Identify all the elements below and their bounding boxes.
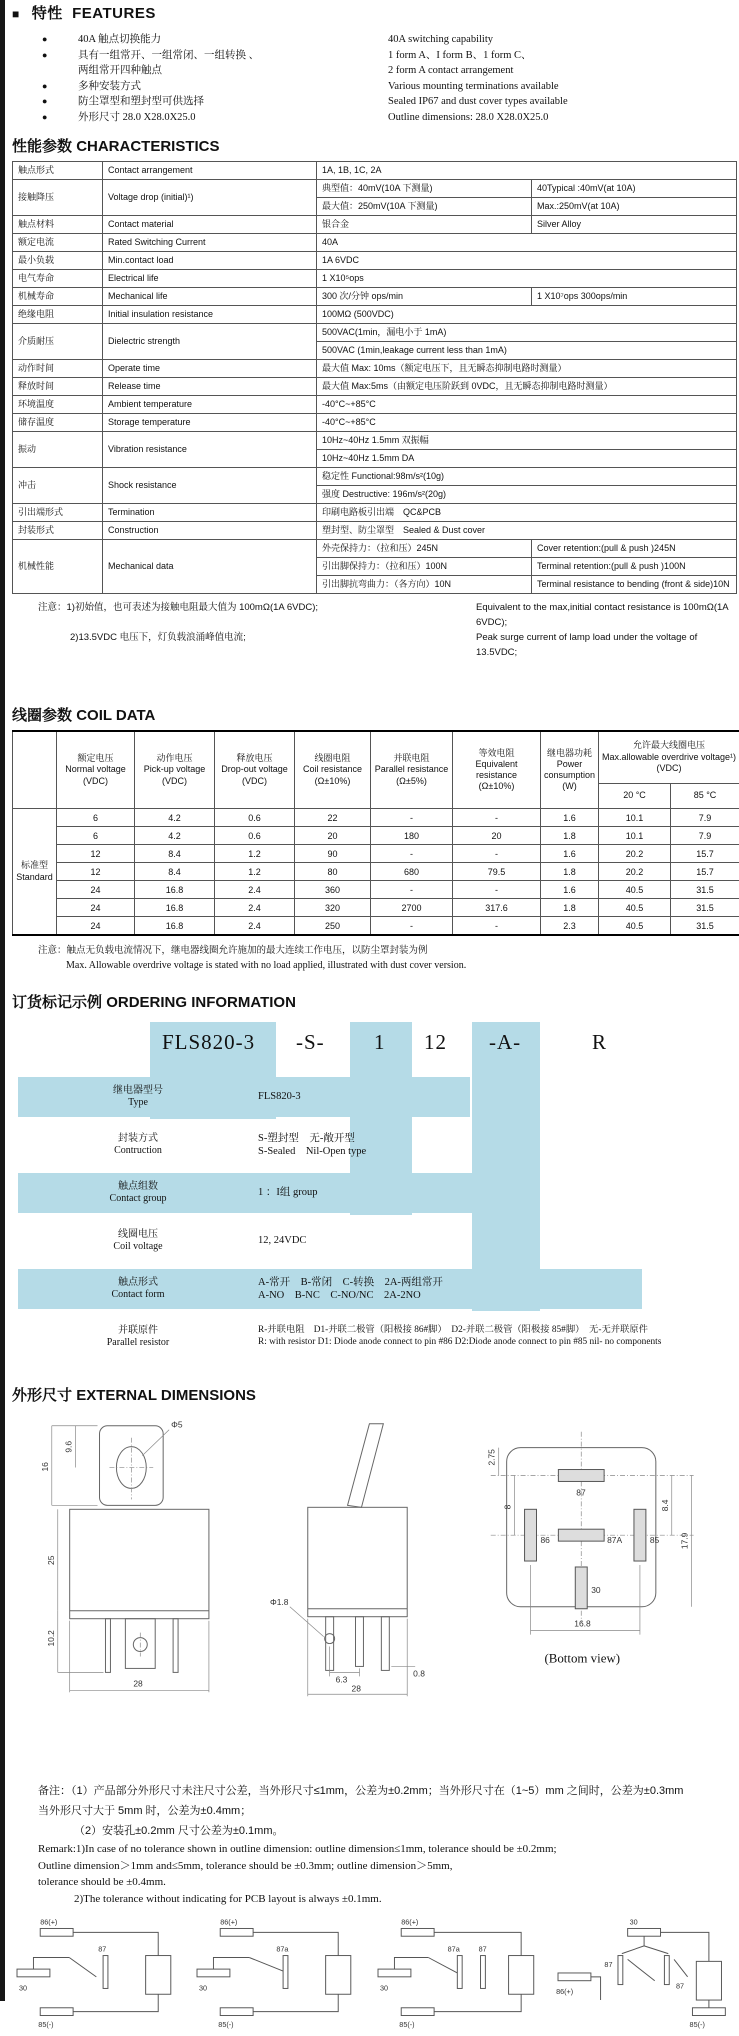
schematic-label: 86(+) xyxy=(40,1918,57,1927)
coil-value: 90 xyxy=(295,845,371,863)
remark-line: tolerance should be ±0.4mm. xyxy=(38,1874,733,1891)
coil-value: 20 xyxy=(295,827,371,845)
coil-value: 4.2 xyxy=(135,827,215,845)
coil-value: 6 xyxy=(57,827,135,845)
schematic-label: 85(-) xyxy=(399,2020,414,2029)
pin-label-87a: 87A xyxy=(607,1535,622,1545)
coil-header: 等效电阻 Equivalent resistance (Ω±10%) xyxy=(453,731,541,809)
dim-label-pin-thickness: 0.8 xyxy=(413,1668,425,1678)
features-heading-en: FEATURES xyxy=(72,5,156,22)
dim-label-offset: 2.75 xyxy=(486,1449,496,1466)
char-label-en: Voltage drop (initial)¹) xyxy=(103,180,317,216)
char-value: 强度 Destructive: 196m/s²(20g) xyxy=(317,486,737,504)
char-row xyxy=(13,162,737,180)
char-row xyxy=(13,432,737,450)
coil-value: 2700 xyxy=(371,899,453,917)
char-value: 1A, 1B, 1C, 2A xyxy=(317,162,737,180)
char-label-en: Termination xyxy=(103,504,317,522)
dim-label-tab-height: 16 xyxy=(40,1462,50,1472)
coil-value: 20.2 xyxy=(599,845,671,863)
coil-value: 0.6 xyxy=(215,809,295,827)
char-row xyxy=(13,396,737,414)
char-row xyxy=(13,180,737,198)
char-label-en: Mechanical data xyxy=(103,540,317,594)
char-label-zh: 接触降压 xyxy=(13,180,103,216)
char-label-en: Initial insulation resistance xyxy=(103,306,317,324)
feature-item: ● 40A 触点切换能力 40A switching capability xyxy=(42,32,733,48)
ordering-row-label: 触点组数 Contact group xyxy=(18,1181,258,1205)
char-value: 1A 6VDC xyxy=(317,252,737,270)
page-left-edge xyxy=(0,0,5,2001)
schematic-label: 85(-) xyxy=(689,2020,704,2029)
schematic-label: 87 xyxy=(676,1981,684,1990)
char-label-zh: 释放时间 xyxy=(13,378,103,396)
coil-row xyxy=(13,809,739,827)
remark-line: Outline dimension＞1mm and≤5mm, tolerance should be ±0.3mm; outline dimension＞5mm, xyxy=(38,1858,733,1875)
coil-row xyxy=(13,917,739,936)
coil-heading: 线圈参数 COIL DATA xyxy=(12,704,733,725)
dim-label-pin-length: 10.2 xyxy=(46,1630,56,1647)
coil-value: 680 xyxy=(371,863,453,881)
char-label-zh: 振动 xyxy=(13,432,103,468)
schematic-label: 87 xyxy=(478,1945,486,1954)
features-list xyxy=(42,32,733,125)
char-value: 40Typical :40mV(at 10A) xyxy=(532,180,737,198)
coil-value: 2.4 xyxy=(215,917,295,936)
coil-row xyxy=(13,845,739,863)
ordering-row-value: R-并联电阻 D1-并联二极管（阳极接 86#脚） D2-并联二极管（阳极接 85#脚） 无-无并联原件 R: with resistor D1: Diode anode connect to pin #86 D2:Diode anode connect to pin #85 nil- no components xyxy=(258,1325,733,1348)
coil-value: - xyxy=(453,917,541,936)
char-value: 银合金 xyxy=(317,216,532,234)
ordering-code-segment: FLS820-3 xyxy=(162,1030,255,1055)
bullet-icon: ● xyxy=(42,110,78,126)
coil-value: 15.7 xyxy=(671,863,739,881)
dimension-drawings xyxy=(12,1415,733,1717)
char-value: 典型值：40mV(10A 下测量) xyxy=(317,180,532,198)
char-label-zh: 绝缘电阻 xyxy=(13,306,103,324)
char-label-en: Electrical life xyxy=(103,270,317,288)
coil-value: 1.8 xyxy=(541,863,599,881)
bullet-icon: ● xyxy=(42,79,78,95)
char-value: 外壳保持力：（拉和压）245N xyxy=(317,540,532,558)
dim-label-hole: Φ5 xyxy=(171,1420,183,1430)
ordering-row-label: 触点形式 Contact form xyxy=(18,1277,258,1301)
coil-value: 31.5 xyxy=(671,881,739,899)
dim-label-body-height: 25 xyxy=(46,1555,56,1565)
ordering-row-value: 1 ：I组 group xyxy=(258,1186,486,1199)
char-label-zh: 最小负载 xyxy=(13,252,103,270)
char-row xyxy=(13,324,737,342)
coil-value: 8.4 xyxy=(135,845,215,863)
char-value: 塑封型、防尘罩型 Sealed & Dust cover xyxy=(317,522,737,540)
coil-value: 12 xyxy=(57,845,135,863)
char-row xyxy=(13,216,737,234)
coil-header: 额定电压 Normal voltage (VDC) xyxy=(57,731,135,809)
char-row xyxy=(13,360,737,378)
char-row xyxy=(13,306,737,324)
note-line: 2)13.5VDC 电压下，灯负载浪涌峰值电流; Peak surge current of lamp load under the voltage of 13.5VDC; xyxy=(38,630,733,660)
coil-row xyxy=(13,827,739,845)
char-value: 1 X10⁵ops xyxy=(317,270,737,288)
bullet-icon: ● xyxy=(42,32,78,48)
char-value: 500VAC (1min,leakage current less than 1mA) xyxy=(317,342,737,360)
coil-row xyxy=(13,881,739,899)
feature-item: ● 外形尺寸 28.0 X28.0X25.0 Outline dimensions: 28.0 X28.0X25.0 xyxy=(42,110,733,126)
coil-value: 360 xyxy=(295,881,371,899)
char-value: 最大值 Max:5ms（由额定电压阶跃到 0VDC，且无瞬态抑制电路时测量） xyxy=(317,378,737,396)
coil-overdrive-header: 允许最大线圈电压 Max.allowable overdrive voltage¹) (VDC) xyxy=(599,731,739,783)
coil-value: 1.2 xyxy=(215,863,295,881)
coil-value: 2.4 xyxy=(215,881,295,899)
coil-value: 1.6 xyxy=(541,845,599,863)
schematic-1-form-a xyxy=(12,1913,192,2036)
char-label-zh: 机械性能 xyxy=(13,540,103,594)
coil-value: 1.6 xyxy=(541,809,599,827)
coil-value: 10.1 xyxy=(599,827,671,845)
coil-note: 注意：触点无负载电流情况下，继电器线圈允许施加的最大连续工作电压，以防尘罩封装为例 Max. Allowable overdrive voltage is stated with no load applied, illustrated with dust cover version. xyxy=(38,943,733,973)
characteristics-table xyxy=(12,161,737,594)
schematic-label: 87 xyxy=(98,1945,106,1954)
char-value: 10Hz~40Hz 1.5mm DA xyxy=(317,450,737,468)
coil-group-label: 标准型 Standard xyxy=(13,809,57,936)
coil-value: - xyxy=(371,809,453,827)
schematic-1-form-c xyxy=(373,1913,553,2036)
coil-header-85c: 85 °C xyxy=(671,783,739,808)
coil-value: 250 xyxy=(295,917,371,936)
ordering-row xyxy=(18,1269,642,1309)
remark-line: 备注：（1）产品部分外形尺寸未注尺寸公差，当外形尺寸≤1mm，公差为±0.2mm；当外形尺寸在（1~5）mm 之间时，公差为±0.3mm xyxy=(38,1781,733,1801)
char-row xyxy=(13,234,737,252)
coil-value: 1.6 xyxy=(541,881,599,899)
char-value: 引出脚保持力：（拉和压）100N xyxy=(317,558,532,576)
dim-label-8: 8 xyxy=(502,1504,512,1509)
pin-label-30: 30 xyxy=(591,1585,601,1595)
char-label-en: Dielectric strength xyxy=(103,324,317,360)
char-value: 1 X10⁷ops 300ops/min xyxy=(532,288,737,306)
coil-value: 24 xyxy=(57,917,135,936)
coil-value: 79.5 xyxy=(453,863,541,881)
char-label-en: Storage temperature xyxy=(103,414,317,432)
char-label-zh: 引出端形式 xyxy=(13,504,103,522)
characteristics-notes xyxy=(38,600,733,660)
char-value: 500VAC(1min，漏电小于 1mA) xyxy=(317,324,737,342)
ordering-code-segment: 12 xyxy=(424,1030,447,1055)
char-value: 最大值：250mV(10A 下测量) xyxy=(317,198,532,216)
coil-value: 317.6 xyxy=(453,899,541,917)
coil-value: 16.8 xyxy=(135,917,215,936)
coil-value: - xyxy=(453,845,541,863)
side-view-drawing xyxy=(266,1415,445,1715)
char-label-zh: 触点材料 xyxy=(13,216,103,234)
features-heading-zh: 特性 xyxy=(32,5,63,22)
bullet-icon: ● xyxy=(42,94,78,110)
square-bullet-icon: ■ xyxy=(12,7,20,21)
coil-value: 20 xyxy=(453,827,541,845)
coil-table xyxy=(12,730,739,936)
coil-value: 80 xyxy=(295,863,371,881)
ordering-row xyxy=(18,1173,486,1213)
schematic-label: 85(-) xyxy=(219,2020,234,2029)
char-label-zh: 封装形式 xyxy=(13,522,103,540)
schematic-label: 30 xyxy=(199,1983,207,1992)
char-label-zh: 储存温度 xyxy=(13,414,103,432)
note-line: 注意：1)初始值，也可表述为接触电阻最大值为 100mΩ(1A 6VDC); Equivalent to the max,initial contact resistance is 100mΩ(1A 6VDC); xyxy=(38,600,733,630)
char-row xyxy=(13,288,737,306)
char-label-zh: 动作时间 xyxy=(13,360,103,378)
coil-header: 释放电压 Drop-out voltage (VDC) xyxy=(215,731,295,809)
coil-value: 7.9 xyxy=(671,809,739,827)
char-value: 300 次/分钟 ops/min xyxy=(317,288,532,306)
pin-label-86: 86 xyxy=(540,1535,550,1545)
coil-value: 16.8 xyxy=(135,899,215,917)
char-value: 最大值 Max: 10ms（额定电压下，且无瞬态抑制电路时测量） xyxy=(317,360,737,378)
coil-row xyxy=(13,863,739,881)
coil-header-20c: 20 °C xyxy=(599,783,671,808)
coil-value: 2.4 xyxy=(215,899,295,917)
char-value: 100MΩ (500VDC) xyxy=(317,306,737,324)
coil-header: 并联电阻 Parallel resistance (Ω±5%) xyxy=(371,731,453,809)
char-label-en: Ambient temperature xyxy=(103,396,317,414)
char-row xyxy=(13,522,737,540)
dim-label-179: 17.9 xyxy=(679,1532,689,1549)
dim-label-side-width: 28 xyxy=(351,1683,361,1693)
coil-value: - xyxy=(453,809,541,827)
coil-value: 1.8 xyxy=(541,899,599,917)
char-row xyxy=(13,378,737,396)
coil-value: 40.5 xyxy=(599,899,671,917)
coil-value: - xyxy=(371,845,453,863)
coil-value: 20.2 xyxy=(599,863,671,881)
coil-header: 线圈电阻 Coil resistance (Ω±10%) xyxy=(295,731,371,809)
feature-item: ● 防尘罩型和塑封型可供选择 Sealed IP67 and dust cover types available xyxy=(42,94,733,110)
dim-label-pin-pitch: 6.3 xyxy=(335,1674,347,1684)
schematic-2-form-a xyxy=(553,1913,733,2036)
ordering-row-value: FLS820-3 xyxy=(258,1090,470,1103)
bullet-icon: ● xyxy=(42,48,78,64)
schematic-label: 85(-) xyxy=(38,2020,53,2029)
pin-label-87: 87 xyxy=(576,1487,586,1497)
schematic-label: 86(+) xyxy=(556,1987,573,1996)
remarks-section xyxy=(12,1781,733,1907)
schematic-label: 86(+) xyxy=(220,1918,237,1927)
ordering-row-label: 线圈电压 Coil voltage xyxy=(18,1229,258,1253)
coil-value: - xyxy=(453,881,541,899)
ordering-row xyxy=(18,1125,733,1165)
char-row xyxy=(13,252,737,270)
coil-value: 2.3 xyxy=(541,917,599,936)
coil-corner-cell xyxy=(13,731,57,809)
coil-value: - xyxy=(371,917,453,936)
char-label-en: Construction xyxy=(103,522,317,540)
coil-value: 40.5 xyxy=(599,917,671,936)
coil-value: 10.1 xyxy=(599,809,671,827)
char-label-en: Mechanical life xyxy=(103,288,317,306)
char-row xyxy=(13,414,737,432)
feature-item-continuation: 两组常开四种触点 2 form A contact arrangement xyxy=(42,63,733,79)
coil-value: 15.7 xyxy=(671,845,739,863)
coil-value: 31.5 xyxy=(671,899,739,917)
dim-label-hole-y: 9.6 xyxy=(64,1441,74,1453)
coil-value: 4.2 xyxy=(135,809,215,827)
char-value: 40A xyxy=(317,234,737,252)
ordering-rows xyxy=(18,1077,733,1365)
remark-line: （2）安装孔±0.2mm 尺寸公差为±0.1mm。 xyxy=(38,1821,733,1841)
char-label-en: Vibration resistance xyxy=(103,432,317,468)
coil-value: 12 xyxy=(57,863,135,881)
ordering-code-segment: R xyxy=(592,1030,607,1055)
coil-value: 31.5 xyxy=(671,917,739,936)
coil-value: 180 xyxy=(371,827,453,845)
coil-value: 1.8 xyxy=(541,827,599,845)
char-value: 10Hz~40Hz 1.5mm 双振幅 xyxy=(317,432,737,450)
coil-value: 0.6 xyxy=(215,827,295,845)
ordering-row xyxy=(18,1077,470,1117)
char-row xyxy=(13,504,737,522)
char-value: 引出脚抗弯曲力：（各方向）10N xyxy=(317,576,532,594)
char-row xyxy=(13,468,737,486)
features-heading xyxy=(12,2,733,23)
coil-value: 8.4 xyxy=(135,863,215,881)
char-label-en: Contact arrangement xyxy=(103,162,317,180)
ordering-row-value: A-常开 B-常闭 C-转换 2A-两组常开 A-NO B-NC C-NO/NC 2A-2NO xyxy=(258,1276,642,1302)
char-label-zh: 环境温度 xyxy=(13,396,103,414)
char-value: Cover retention:(pull & push )245N xyxy=(532,540,737,558)
char-row xyxy=(13,540,737,558)
char-label-en: Contact material xyxy=(103,216,317,234)
char-label-zh: 触点形式 xyxy=(13,162,103,180)
char-label-zh: 介质耐压 xyxy=(13,324,103,360)
schematic-label: 87a xyxy=(447,1945,460,1954)
char-value: 印刷电路板引出端 QC&PCB xyxy=(317,504,737,522)
remark-line: 2)The tolerance without indicating for PCB layout is always ±0.1mm. xyxy=(38,1891,733,1908)
char-label-zh: 电气寿命 xyxy=(13,270,103,288)
coil-row xyxy=(13,899,739,917)
wiring-schematics xyxy=(12,1913,733,2036)
dimensions-heading: 外形尺寸 EXTERNAL DIMENSIONS xyxy=(12,1384,733,1405)
char-label-en: Shock resistance xyxy=(103,468,317,504)
pin-label-85: 85 xyxy=(649,1535,659,1545)
char-label-en: Release time xyxy=(103,378,317,396)
ordering-row-label: 封装方式 Contruction xyxy=(18,1133,258,1157)
char-label-en: Operate time xyxy=(103,360,317,378)
coil-header-row-1 xyxy=(13,731,739,783)
char-row xyxy=(13,270,737,288)
coil-header: 继电器功耗 Power consumption (W) xyxy=(541,731,599,809)
coil-value: 22 xyxy=(295,809,371,827)
ordering-diagram xyxy=(12,1022,733,1370)
schematic-label: 30 xyxy=(379,1983,387,1992)
front-view-drawing xyxy=(12,1415,266,1715)
coil-header: 动作电压 Pick-up voltage (VDC) xyxy=(135,731,215,809)
coil-value: 7.9 xyxy=(671,827,739,845)
coil-value: 16.8 xyxy=(135,881,215,899)
dim-label-pin-hole: Φ1.8 xyxy=(270,1597,289,1607)
bottom-view-drawing xyxy=(445,1415,733,1715)
coil-value: 24 xyxy=(57,881,135,899)
char-label-zh: 额定电流 xyxy=(13,234,103,252)
char-value: Silver Alloy xyxy=(532,216,737,234)
char-value: -40°C~+85°C xyxy=(317,396,737,414)
schematic-label: 86(+) xyxy=(401,1918,418,1927)
char-value: Terminal retention:(pull & push )100N xyxy=(532,558,737,576)
ordering-code-row xyxy=(12,1022,733,1077)
coil-value: 1.2 xyxy=(215,845,295,863)
char-value: Max.:250mV(at 10A) xyxy=(532,198,737,216)
ordering-row-value: S-塑封型 无-敞开型 S-Sealed Nil-Open type xyxy=(258,1132,733,1158)
ordering-code-segment: -A- xyxy=(489,1030,521,1055)
ordering-row xyxy=(18,1317,733,1357)
ordering-heading: 订货标记示例 ORDERING INFORMATION xyxy=(12,991,733,1012)
remark-line: Remark:1)In case of no tolerance shown in outline dimension: outline dimension≤1mm, tolerance should be ±0.2mm; xyxy=(38,1841,733,1858)
char-value: 稳定性 Functional:98m/s²(10g) xyxy=(317,468,737,486)
coil-value: 6 xyxy=(57,809,135,827)
schematic-label: 87 xyxy=(604,1960,612,1969)
feature-item: ● 具有一组常开、一组常闭、一组转换 、 1 form A、I form B、1 form C、 xyxy=(42,48,733,64)
char-value: -40°C~+85°C xyxy=(317,414,737,432)
char-label-zh: 冲击 xyxy=(13,468,103,504)
schematic-label: 30 xyxy=(629,1918,637,1927)
schematic-1-form-b xyxy=(192,1913,372,2036)
schematic-label: 87a xyxy=(277,1945,290,1954)
dim-label-84: 8.4 xyxy=(659,1499,669,1511)
ordering-row xyxy=(18,1221,733,1261)
ordering-code-segment: 1 xyxy=(374,1030,386,1055)
schematic-label: 30 xyxy=(19,1983,27,1992)
ordering-row-label: 并联原件 Parallel resistor xyxy=(18,1325,258,1349)
ordering-code-segment: -S- xyxy=(296,1030,325,1055)
coil-value: 40.5 xyxy=(599,881,671,899)
feature-item: ● 多种安装方式 Various mounting terminations available xyxy=(42,79,733,95)
coil-value: 320 xyxy=(295,899,371,917)
coil-value: 24 xyxy=(57,899,135,917)
ordering-row-value: 12, 24VDC xyxy=(258,1234,733,1247)
char-label-en: Rated Switching Current xyxy=(103,234,317,252)
char-value: Terminal resistance to bending (front & side)10N xyxy=(532,576,737,594)
char-label-zh: 机械寿命 xyxy=(13,288,103,306)
remark-line: 当外形尺寸大于 5mm 时，公差为±0.4mm； xyxy=(38,1801,733,1821)
dim-label-168: 16.8 xyxy=(574,1619,591,1629)
char-label-en: Min.contact load xyxy=(103,252,317,270)
characteristics-heading: 性能参数 CHARACTERISTICS xyxy=(12,135,733,156)
bottom-view-caption: (Bottom view) xyxy=(544,1650,620,1665)
dim-label-width: 28 xyxy=(133,1678,143,1688)
ordering-row-label: 继电器型号 Type xyxy=(18,1085,258,1109)
coil-value: - xyxy=(371,881,453,899)
